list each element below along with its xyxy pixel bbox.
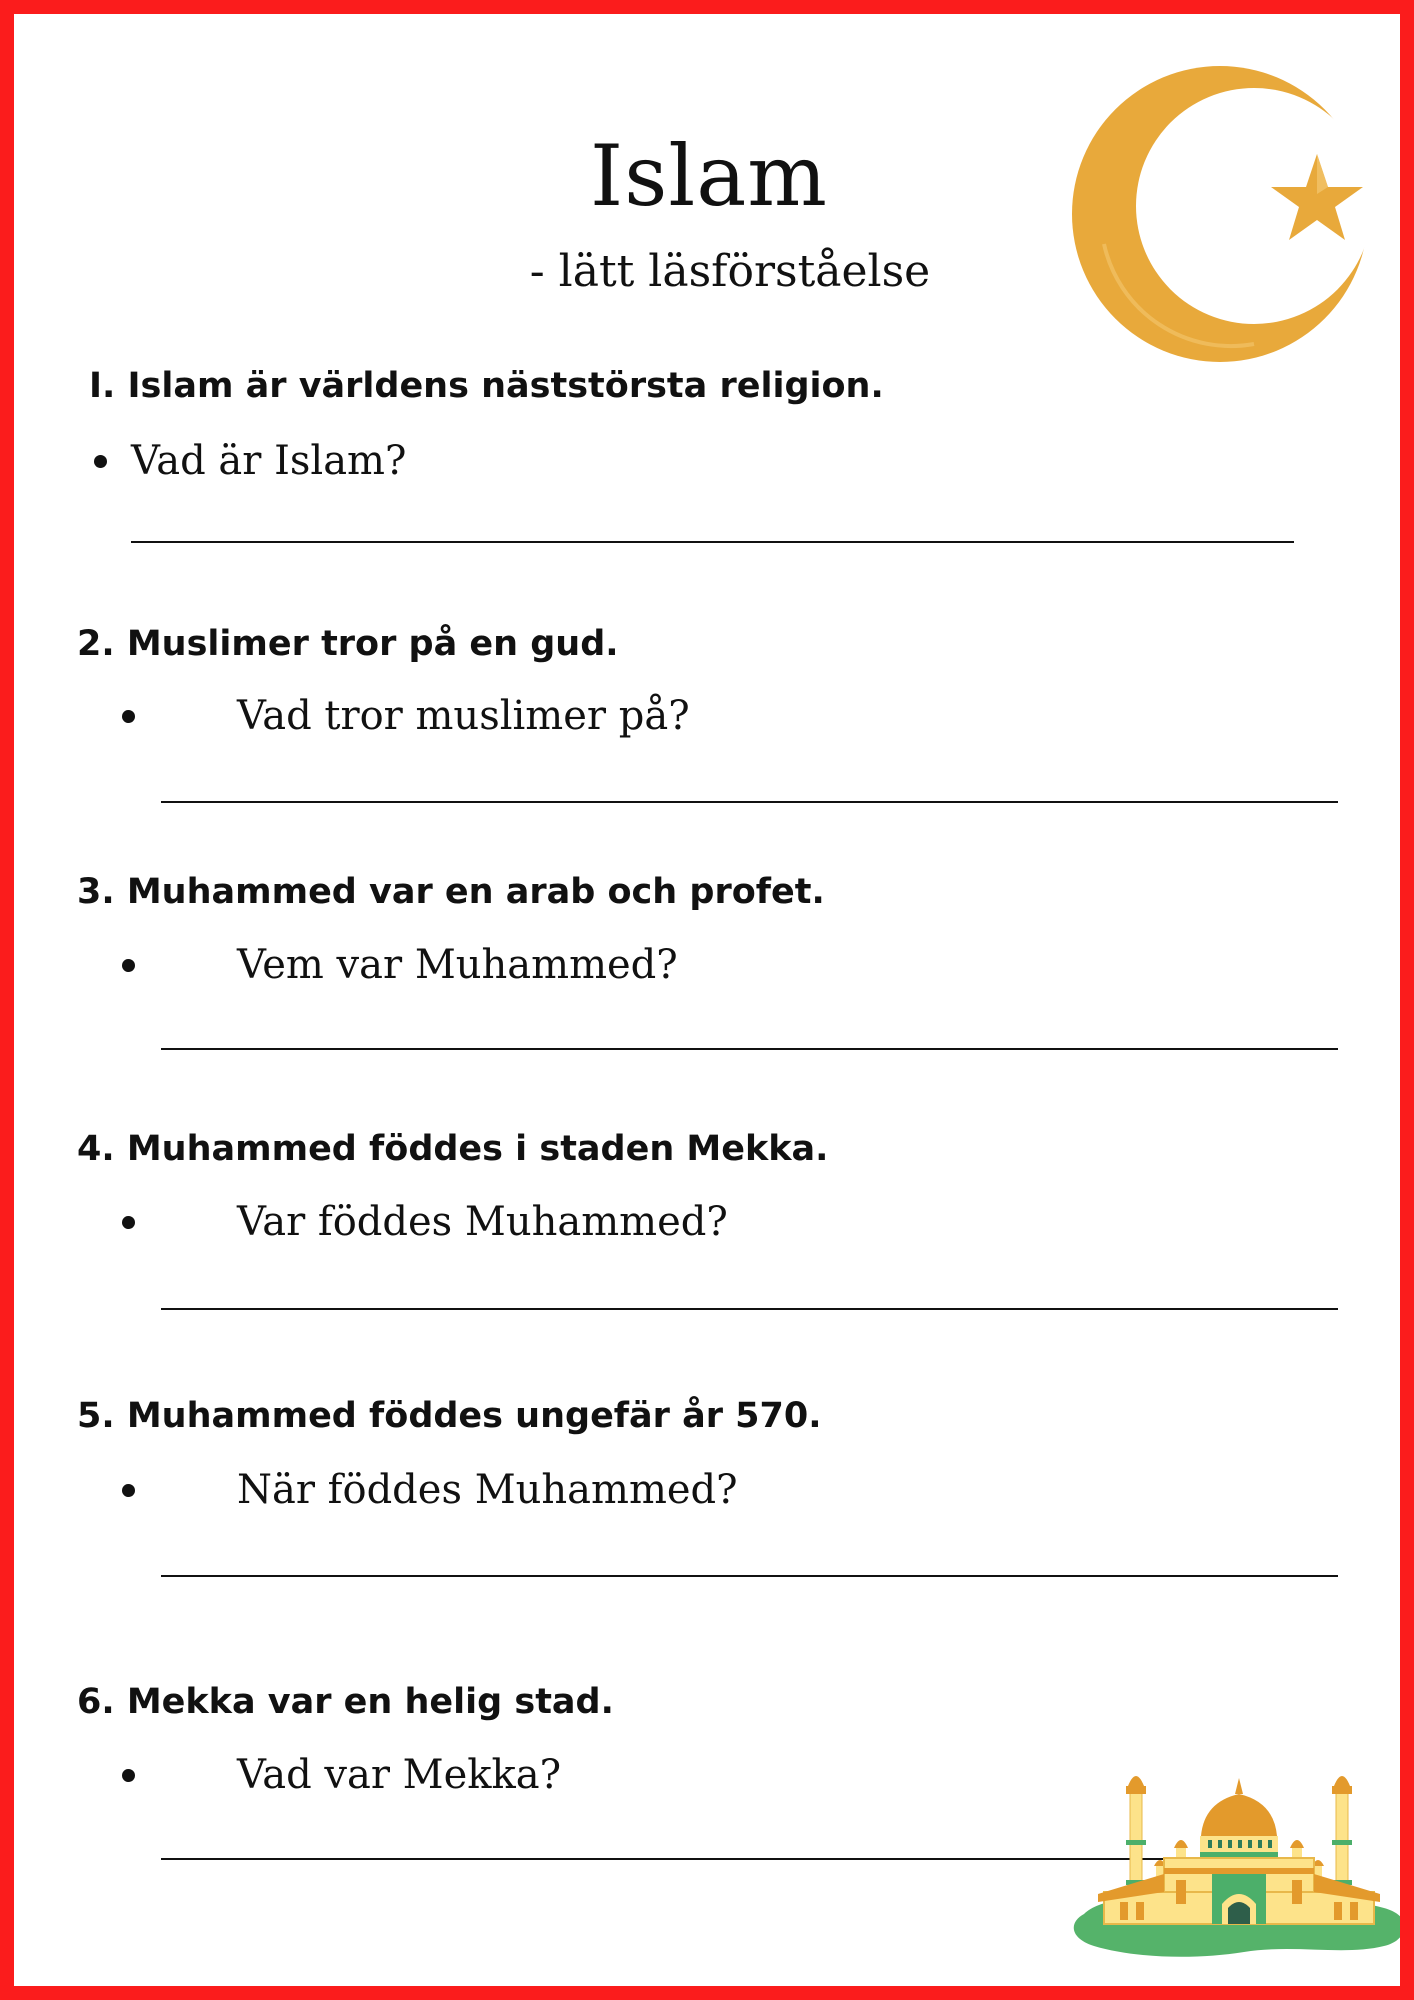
section-1-question: Vad är Islam? xyxy=(131,438,407,484)
section-5-question: När föddes Muhammed? xyxy=(237,1467,738,1513)
section-2-number: 2. xyxy=(77,624,115,664)
bullet-icon xyxy=(122,1484,135,1497)
section-3-question: Vem var Muhammed? xyxy=(237,942,678,988)
section-5-statement: Muhammed föddes ungefär år 570. xyxy=(126,1396,822,1436)
section-5-number: 5. xyxy=(77,1396,115,1436)
bullet-icon xyxy=(122,1769,135,1782)
section-1-statement: Islam är världens näststörsta religion. xyxy=(127,366,884,406)
section-5-heading xyxy=(77,1394,822,1438)
section-3-statement: Muhammed var en arab och profet. xyxy=(126,872,825,912)
page-title: Islam xyxy=(590,127,828,225)
bullet-icon xyxy=(122,1216,135,1229)
section-6-number: 6. xyxy=(77,1682,115,1722)
mosque-icon xyxy=(1064,1744,1414,1962)
bullet-icon xyxy=(122,710,135,723)
section-4-number: 4. xyxy=(77,1129,115,1169)
section-4-question: Var föddes Muhammed? xyxy=(237,1199,728,1245)
answer-line-5[interactable] xyxy=(161,1575,1338,1577)
answer-line-4[interactable] xyxy=(161,1308,1338,1310)
section-6-heading xyxy=(77,1680,614,1724)
section-2-question: Vad tror muslimer på? xyxy=(237,693,690,739)
section-1-heading xyxy=(89,364,884,408)
bullet-icon xyxy=(94,455,107,468)
section-6-question: Vad var Mekka? xyxy=(237,1752,562,1798)
answer-line-6[interactable] xyxy=(161,1858,1171,1860)
section-3-number: 3. xyxy=(77,872,115,912)
bullet-icon xyxy=(122,959,135,972)
answer-line-3[interactable] xyxy=(161,1048,1338,1050)
section-4-heading xyxy=(77,1127,828,1171)
section-1-number: I. xyxy=(89,366,116,406)
section-2-statement: Muslimer tror på en gud. xyxy=(126,624,619,664)
answer-line-2[interactable] xyxy=(161,801,1338,803)
answer-line-1[interactable] xyxy=(131,541,1294,543)
section-6-statement: Mekka var en helig stad. xyxy=(126,1682,614,1722)
section-3-heading xyxy=(77,870,825,914)
section-4-statement: Muhammed föddes i staden Mekka. xyxy=(126,1129,829,1169)
page-subtitle: - lätt läsförståelse xyxy=(529,246,931,297)
section-2-heading xyxy=(77,622,619,666)
